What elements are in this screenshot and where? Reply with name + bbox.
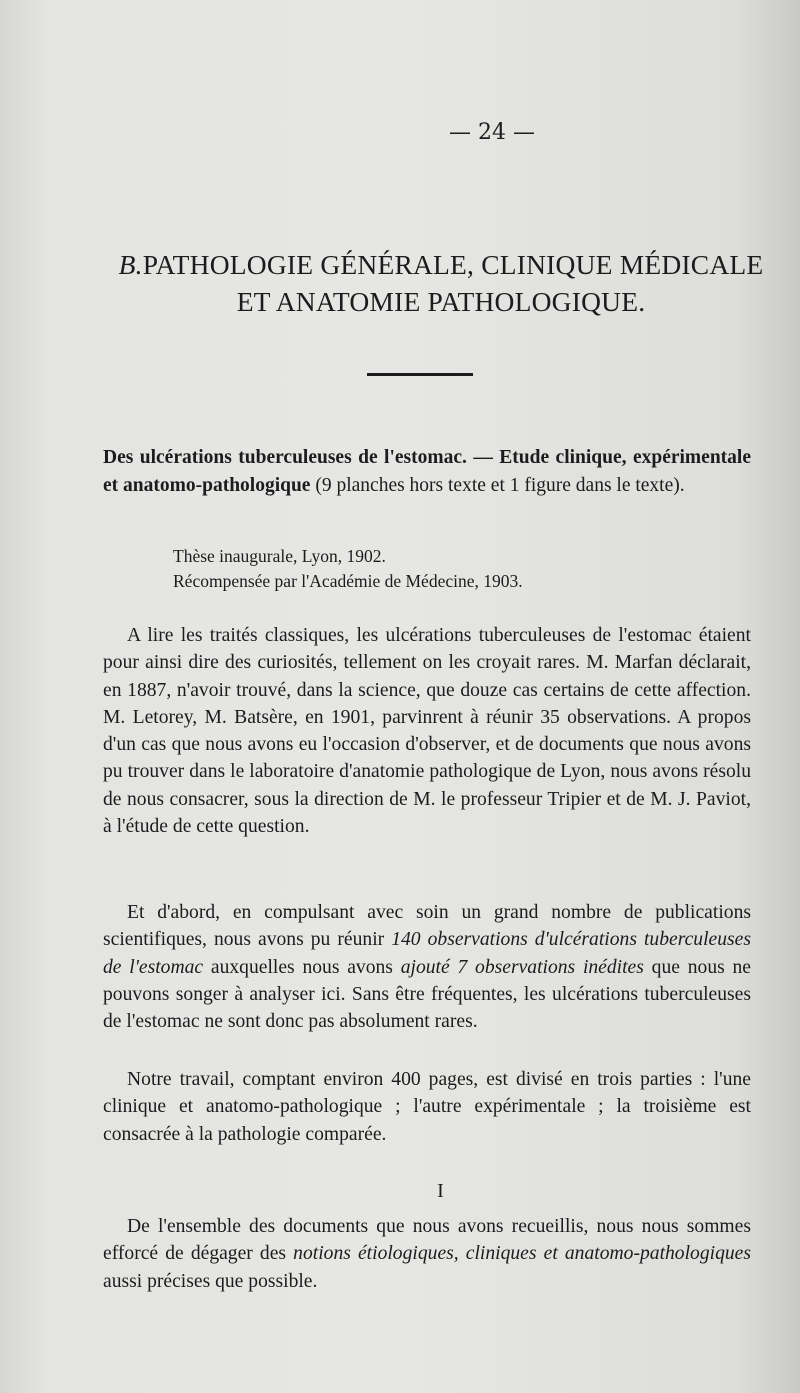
roman-heading: I — [437, 1180, 444, 1202]
paragraph-2 — [103, 899, 751, 1035]
paragraph-2-emphasis-1: 140 observations d'ulcérations tuberculeuses de l'estomac — [103, 929, 751, 978]
work-title-bold: Des ulcérations tuberculeuses de l'estomac. — Etude clinique, expérimentale et anatomo-pathologique — [103, 447, 751, 496]
paragraph-3 — [103, 1066, 751, 1148]
paragraph-4-text — [103, 1213, 751, 1295]
horizontal-rule — [367, 373, 473, 376]
paragraph-2-part-c: auxquelles nous avons — [203, 956, 401, 978]
paragraph-2-text — [103, 899, 751, 1035]
paragraph-1-text: A lire les traités classiques, les ulcérations tuberculeuses de l'estomac étaient pour ainsi dire des curiosités, tellement on les croyait rares. M. Marfan déclarait, en 1887, n'avoir trouvé, dans la science, que douze cas certains de cette affection. M. Letorey, M. Batsère, en 1901, parvinrent à réunir 35 observations. A propos d'un cas que nous avons eu l'occasion d'observer, et de documents que nous avons pu trouver dans le laboratoire d'anatomie pathologique de Lyon, nous avons résolu de nous consacrer, sous la direction de M. le professeur Tripier et de M. J. Paviot, à l'étude de cette question. — [103, 625, 751, 838]
work-title-rest: (9 planches hors texte et 1 figure dans le texte). — [310, 475, 685, 496]
paragraph-4-part-a: De l'ensemble des documents que nous avons recueillis, nous nous sommes efforcé de dégager des — [103, 1216, 751, 1265]
section-heading — [111, 246, 771, 320]
thesis-note: Thèse inaugurale, Lyon, 1902. — [173, 546, 386, 566]
paragraph-4 — [103, 1213, 751, 1295]
work-title — [103, 444, 751, 500]
section-heading-line-2: ET ANATOMIE PATHOLOGIQUE. — [236, 286, 646, 317]
paragraph-4-emphasis: notions étiologiques, cliniques et anatomo-pathologiques — [293, 1243, 751, 1265]
paragraph-3-text: Notre travail, comptant environ 400 pages, est divisé en trois parties : l'une clinique et anatomo-pathologique ; l'autre expérimentale ; la troisième est consacrée à la pathologie comparée. — [103, 1069, 751, 1145]
section-heading-line-1 — [111, 246, 771, 283]
paragraph-4-part-c: aussi précises que possible. — [103, 1270, 318, 1292]
page-number: — 24 — — [449, 120, 535, 145]
section-heading-text-1: PATHOLOGIE GÉNÉRALE, CLINIQUE MÉDICALE — [142, 249, 764, 280]
paragraph-2-emphasis-2: ajouté 7 observations inédites — [400, 956, 644, 978]
award-note: Récompensée par l'Académie de Médecine, 1903. — [173, 571, 523, 591]
section-letter: B. — [118, 249, 143, 280]
paragraph-1 — [103, 622, 751, 840]
paragraph-2-part-a: Et d'abord, en compulsant avec soin un grand nombre de publications scientifiques, nous avons pu réunir — [103, 902, 751, 951]
paragraph-2-part-e: que nous ne pouvons songer à analyser ici. Sans être fréquentes, les ulcérations tuberculeuses de l'estomac ne sont donc pas absolument rares. — [103, 956, 751, 1033]
